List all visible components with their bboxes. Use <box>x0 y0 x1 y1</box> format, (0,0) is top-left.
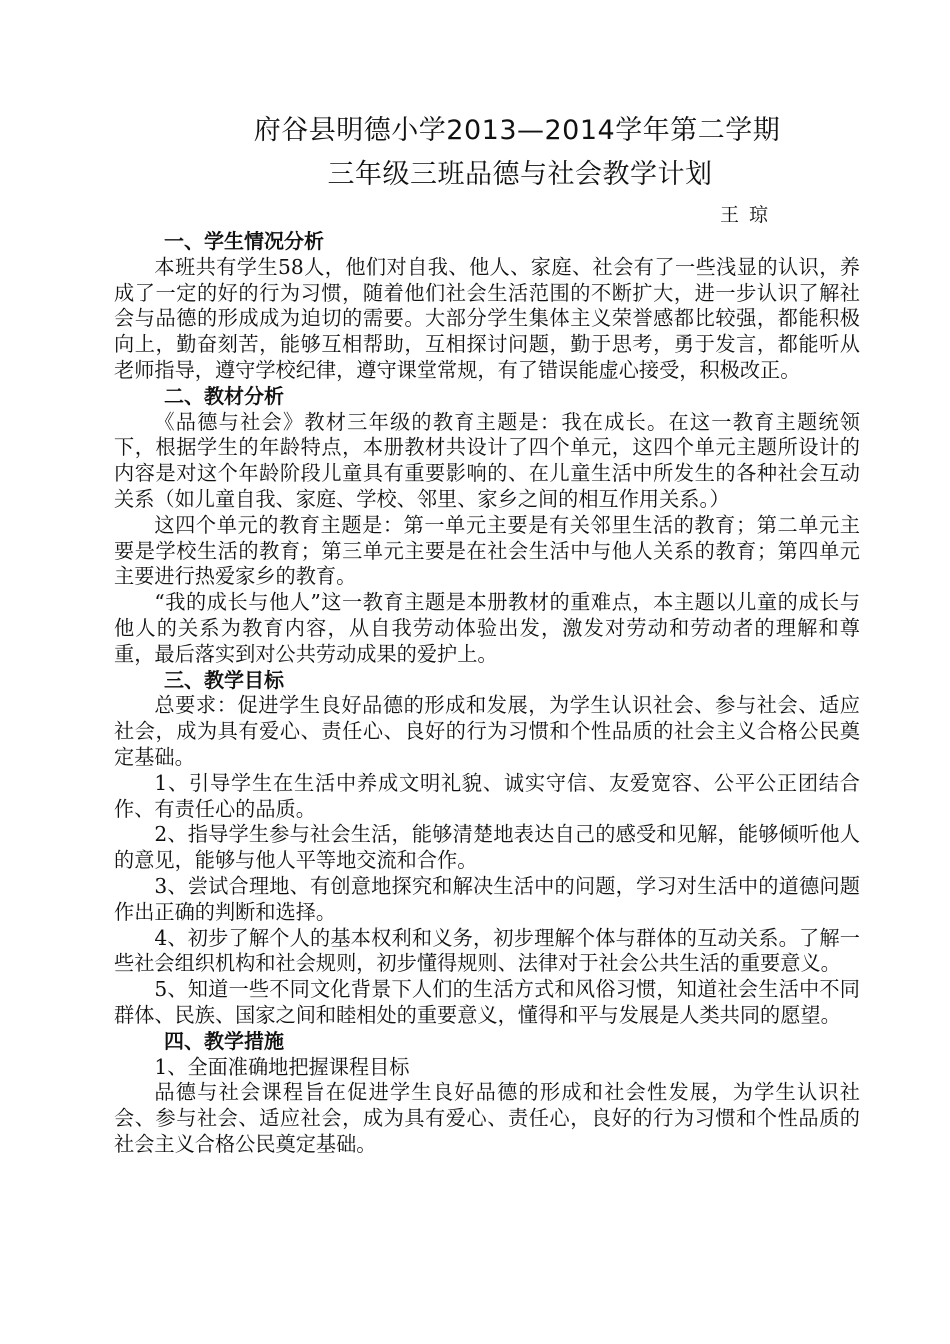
section-paragraph: 《品德与社会》教材三年级的教育主题是：我在成长。在这一教育主题统领下，根据学生的年龄特点，本册教材共设计了四个单元，这四个单元主题所设计的内容是对这个年龄阶段儿童具有重要影响的、在儿童生活中所发生的各种社会互动关系（如儿童自我、家庭、学校、邻里、家乡之间的相互作用关系。） <box>114 409 860 511</box>
section-paragraph: 总要求：促进学生良好品德的形成和发展，为学生认识社会、参与社会、适应社会，成为具有爱心、责任心、良好的行为习惯和个性品质的社会主义合格公民奠定基础。 <box>114 693 860 769</box>
section-paragraph: 5、知道一些不同文化背景下人们的生活方式和风俗习惯，知道社会生活中不同群体、民族、国家之间和睦相处的重要意义，懂得和平与发展是人类共同的愿望。 <box>114 977 860 1027</box>
section-heading: 一、学生情况分析 <box>164 229 324 253</box>
section-paragraph: 1、引导学生在生活中养成文明礼貌、诚实守信、友爱宽容、公平公正团结合作、有责任心的品质。 <box>114 770 860 821</box>
section-paragraph: 本班共有学生58人，他们对自我、他人、家庭、社会有了一些浅显的认识，养成了一定的好的行为习惯，随着他们社会生活范围的不断扩大，进一步认识了解社会与品德的形成成为迫切的需要。大部分学生集体主义荣誉感都比较强，都能积极向上，勤奋刻苦，能够互相帮助，互相探讨问题，勤于思考，勇于发言，都能听从老师指导，遵守学校纪律，遵守课堂常规，有了错误能虚心接受，积极改正。 <box>114 254 860 382</box>
section-heading: 二、教材分析 <box>164 383 284 408</box>
document-title-line-2: 三年级三班品德与社会教学计划 <box>327 159 713 190</box>
section-paragraph: 这四个单元的教育主题是：第一单元主要是有关邻里生活的教育；第二单元主要是学校生活的教育；第三单元主要是在社会生活中与他人关系的教育；第四单元主要进行热爱家乡的教育。 <box>114 512 860 589</box>
section-paragraph: 3、尝试合理地、有创意地探究和解决生活中的问题，学习对生活中的道德问题作出正确的判断和选择。 <box>114 873 860 924</box>
section-heading: 四、教学措施 <box>164 1028 284 1053</box>
section-paragraph: 1、全面准确地把握课程目标 <box>154 1054 410 1079</box>
author-name: 王琼 <box>720 204 779 226</box>
section-paragraph: 品德与社会课程旨在促进学生良好品德的形成和社会性发展，为学生认识社会、参与社会、适应社会，成为具有爱心、责任心，良好的行为习惯和个性品质的社会主义合格公民奠定基础。 <box>114 1080 860 1156</box>
section-paragraph: 4、初步了解个人的基本权利和义务，初步理解个体与群体的互动关系。了解一些社会组织机构和社会规则，初步懂得规则、法律对于社会公共生活的重要意义。 <box>114 925 860 976</box>
section-heading: 三、教学目标 <box>164 667 284 692</box>
document-body <box>114 229 860 1158</box>
section-paragraph: 2、指导学生参与社会生活，能够清楚地表达自己的感受和见解，能够倾听他人的意见，能够与他人平等地交流和合作。 <box>114 822 860 873</box>
document-title-line-1: 府谷县明德小学2013—2014学年第二学期 <box>253 115 781 146</box>
section-paragraph: “我的成长与他人”这一教育主题是本册教材的重难点，本主题以儿童的成长与他人的关系为教育内容，从自我劳动体验出发，激发对劳动和劳动者的理解和尊重，最后落实到对公共劳动成果的爱护上。 <box>114 590 860 666</box>
